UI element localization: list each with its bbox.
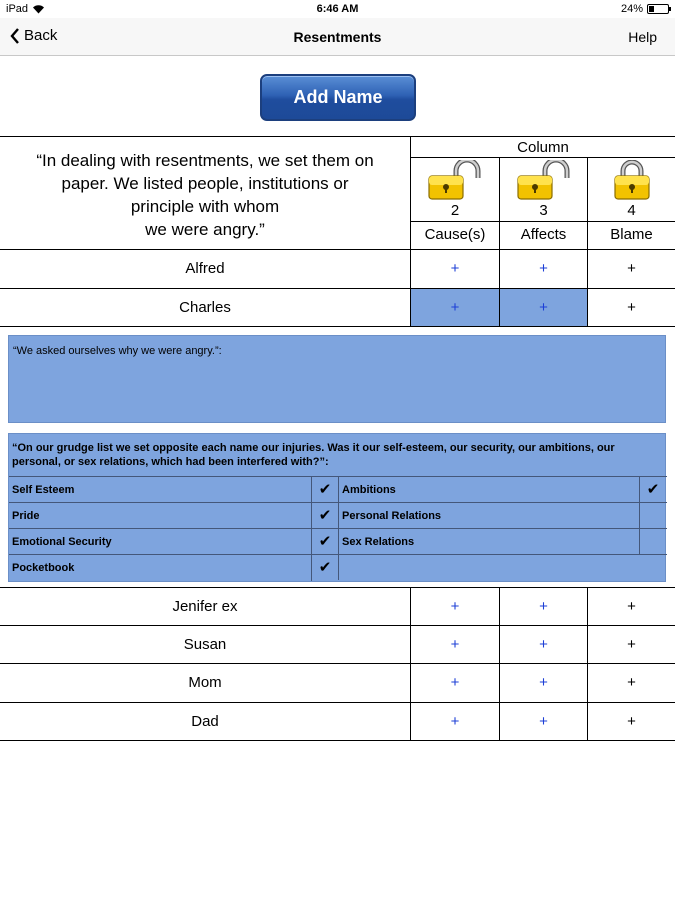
device-label: iPad [6,3,29,15]
checkmark-icon[interactable]: ✔ [311,555,338,581]
quote-line: “In dealing with resentments, we set them on [36,151,374,170]
quote-line: principle with whom [130,197,280,216]
injury-row[interactable] [9,528,339,554]
cause-plus-button[interactable]: + [411,703,500,740]
injury-label: Self Esteem [12,484,75,496]
locked-padlock-icon [612,160,652,200]
blame-plus-button[interactable]: + [627,598,636,615]
column-number: 2 [411,200,499,222]
battery-icon [647,4,669,14]
person-name[interactable]: Dad [0,703,411,740]
injury-row[interactable] [9,554,339,580]
person-name[interactable]: Alfred [0,250,411,288]
table-row [0,625,675,664]
unlocked-padlock-icon [515,160,573,200]
person-name[interactable]: Jenifer ex [0,588,411,626]
injury-row[interactable] [9,502,339,528]
blame-plus-button[interactable]: + [627,713,636,730]
cause-plus-button[interactable]: + [411,626,500,664]
affects-plus-button[interactable]: + [500,289,588,326]
injury-label: Pocketbook [12,562,75,574]
status-time: 6:46 AM [316,3,359,15]
affects-plus-button[interactable]: + [500,250,588,288]
injury-row[interactable] [339,528,667,554]
column-header [411,136,675,249]
blame-plus-button[interactable]: + [627,636,636,653]
affects-plus-button[interactable]: + [500,664,588,702]
column-4-header[interactable] [588,158,675,250]
column-name: Blame [610,226,653,243]
column-3-header[interactable] [500,158,588,250]
injury-row[interactable] [339,502,667,528]
injury-label: Ambitions [342,484,396,496]
table-header [0,136,675,249]
person-name[interactable]: Susan [0,626,411,664]
injury-label: Sex Relations [342,536,415,548]
chevron-left-icon [10,28,20,44]
why-angry-field[interactable] [8,335,666,423]
blame-plus-button[interactable]: + [627,299,636,316]
column-number: 3 [500,200,587,222]
blame-plus-button[interactable]: + [627,674,636,691]
person-name[interactable]: Mom [0,664,411,702]
column-name: Cause(s) [424,226,486,243]
injury-label: Personal Relations [342,510,442,522]
back-label: Back [24,27,58,44]
checkmark-icon[interactable]: ✔ [311,477,338,503]
table-row [0,702,675,741]
cause-plus-button[interactable]: + [411,664,500,702]
status-right [621,3,669,15]
add-name-button[interactable]: Add Name [260,74,416,121]
injury-label: Emotional Security [12,536,112,548]
blame-plus-button[interactable]: + [627,260,636,277]
table-row [0,587,675,626]
cause-plus-button[interactable]: + [411,588,500,626]
cause-plus-button[interactable]: + [411,289,500,326]
checkmark-icon[interactable]: ✔ [311,529,338,555]
cause-plus-button[interactable]: + [411,250,500,288]
table-row [0,288,675,327]
affects-plus-button[interactable]: + [500,626,588,664]
column-number: 4 [588,200,675,222]
person-name[interactable]: Charles [0,289,411,326]
quote-line: we were angry.” [145,220,265,239]
help-button[interactable]: Help [628,29,657,45]
why-angry-prompt: “We asked ourselves why we were angry.”: [13,345,222,357]
unlocked-padlock-icon [426,160,484,200]
navigation-bar [0,18,675,56]
affects-plus-button[interactable]: + [500,703,588,740]
table-row [0,249,675,288]
column-2-header[interactable] [411,158,500,250]
column-name: Affects [520,226,567,243]
checkbox-empty[interactable] [639,503,666,529]
page-title: Resentments [293,29,382,45]
injury-row-empty [339,554,667,580]
resentment-quote [0,136,411,249]
checkmark-icon[interactable]: ✔ [311,503,338,529]
grudge-prompt: “On our grudge list we set opposite each name our injuries. Was it our self-esteem, our security, our ambitions, our personal, or sex relations, which had been interfered with?”: [12,442,615,468]
injury-label: Pride [12,510,40,522]
injury-row[interactable] [9,476,339,502]
column-caption: Column [411,137,675,158]
back-button[interactable] [10,27,57,44]
injury-row[interactable] [339,476,667,502]
quote-line: paper. We listed people, institutions or [61,174,349,193]
table-row [0,663,675,702]
checkmark-icon[interactable]: ✔ [639,477,666,503]
battery-percent: 24% [620,3,643,15]
status-bar [0,0,675,18]
affects-plus-button[interactable]: + [500,588,588,626]
checkbox-empty[interactable] [639,529,666,555]
grudge-list-panel [8,433,666,582]
